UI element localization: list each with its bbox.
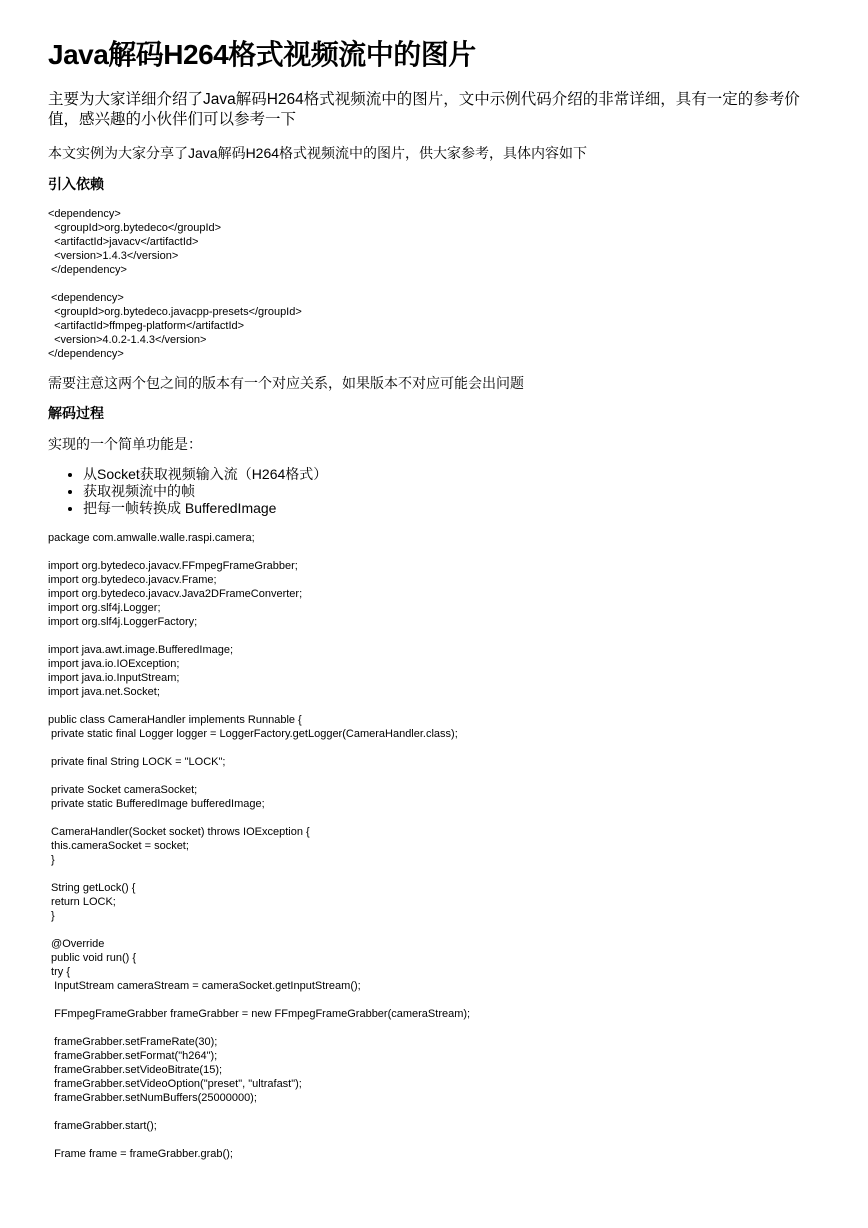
- java-code-block: package com.amwalle.walle.raspi.camera; import org.bytedeco.javacv.FFmpegFrameGrabber; import org.bytedeco.javacv.Frame; import org.bytedeco.javacv.Java2DFrameConverter; import org.slf4j.Logger; import org.slf4j.LoggerFactory; import java.awt.image.BufferedImage; import java.io.IOException; import java.io.InputStream; import java.net.Socket; public class CameraHandler implements Runnable { private static final Logger logger = LoggerFactory.getLogger(CameraHandler.class); private final String LOCK = "LOCK"; private Socket cameraSocket; private static BufferedImage bufferedImage; CameraHandler(Socket socket) throws IOException { this.cameraSocket = socket; } String getLock() { return LOCK; } @Override public void run() { try { InputStream cameraStream = cameraSocket.getInputStream(); FFmpegFrameGrabber frameGrabber = new FFmpegFrameGrabber(cameraStream); frameGrabber.setFrameRate(30); frameGrabber.setFormat("h264"); frameGrabber.setVideoBitrate(15); frameGrabber.setVideoOption("preset", "ultrafast"); frameGrabber.setNumBuffers(25000000); frameGrabber.start(); Frame frame = frameGrabber.grab();: [48, 532, 471, 1160]
- feature-list: [48, 466, 327, 517]
- list-item: • 从Socket获取视频输入流（H264格式）: [83, 466, 327, 483]
- list-item: • 把每一帧转换成 BufferedImage: [83, 500, 327, 517]
- section-heading-dependencies: 引入依赖: [48, 176, 104, 192]
- features-intro: 实现的一个简单功能是：: [48, 436, 202, 452]
- intro-paragraph: 本文实例为大家分享了Java解码H264格式视频流中的图片，供大家参考，具体内容如下: [48, 145, 588, 161]
- dependency-code-block: <dependency> <groupId>org.bytedeco</groupId> <artifactId>javacv</artifactId> <version>1.4.3</version> </dependency> <dependency> <groupId>org.bytedeco.javacpp-presets</groupId> <artifactId>ffmpeg-platform</artifactId> <version>4.0.2-1.4.3</version> </dependency>: [48, 208, 302, 360]
- section-heading-decoding: 解码过程: [48, 405, 104, 421]
- version-note: 需要注意这两个包之间的版本有一个对应关系，如果版本不对应可能会出问题: [48, 375, 524, 391]
- article-summary: 主要为大家详细介绍了Java解码H264格式视频流中的图片，文中示例代码介绍的非常详细，具有一定的参考价值，感兴趣的小伙伴们可以参考一下: [48, 91, 800, 128]
- list-item: • 获取视频流中的帧: [83, 483, 327, 500]
- article-title: Java解码H264格式视频流中的图片: [48, 39, 476, 70]
